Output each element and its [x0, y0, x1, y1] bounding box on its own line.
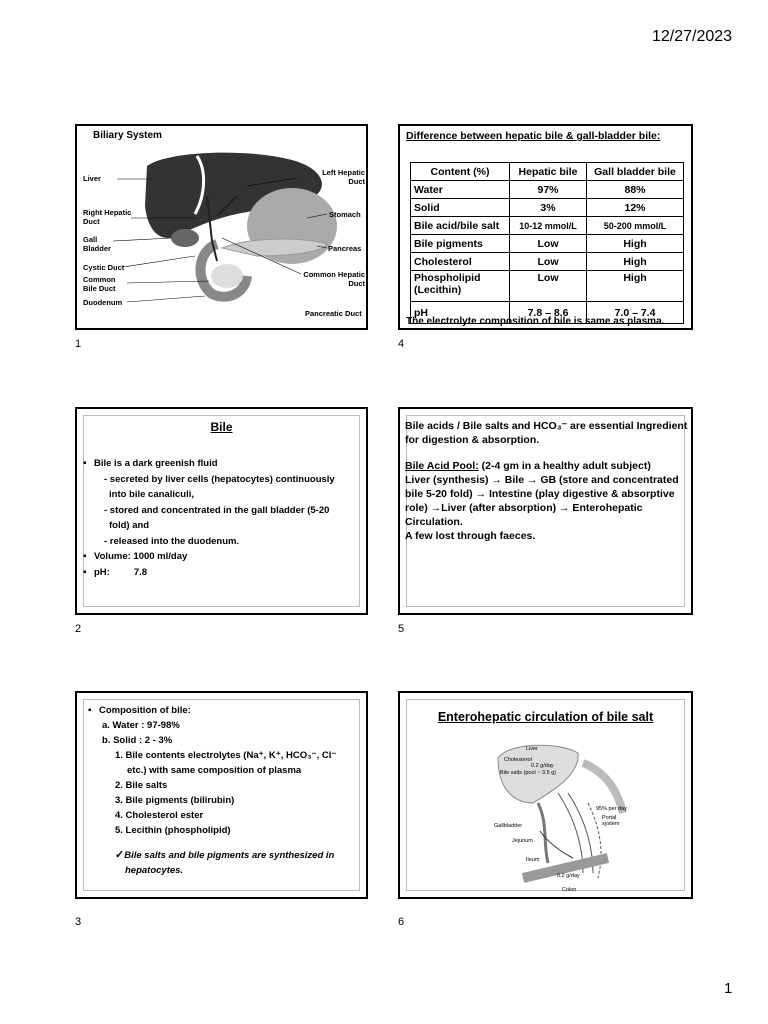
note-line: hepatocytes.	[125, 865, 184, 876]
body-line: Circulation.	[405, 516, 463, 528]
print-date: 12/27/2023	[652, 28, 733, 45]
label-stomach: Stomach	[329, 210, 361, 219]
table-header-row	[411, 163, 684, 181]
comparison-table	[410, 162, 684, 324]
body-line: 3. Bile pigments (bilirubin)	[115, 795, 235, 806]
table-row	[411, 253, 684, 271]
table-cell: pH	[411, 302, 510, 324]
bullet-text: ▪ Bile is a dark greenish fluid	[94, 456, 364, 472]
slide-5-bile-acid-pool	[398, 407, 693, 615]
note-text: Bile salts and bile pigments are synthesized in	[124, 850, 335, 861]
label-common-bile-duct: Common Bile Duct	[83, 275, 116, 293]
slide-4-footer: The electrolyte composition of bile is same as plasma.	[406, 316, 665, 327]
table-row	[411, 271, 684, 302]
slide-4-bile-comparison	[398, 124, 693, 330]
ph-value: 7.8	[133, 566, 148, 578]
checkmark-icon: ✓	[115, 849, 125, 861]
body-line: 1. Bile contents electrolytes (Na⁺, K⁺, HCO₃⁻, Cl⁻	[115, 750, 337, 761]
label-liver: Liver	[83, 174, 101, 183]
table-cell: Low	[510, 235, 587, 253]
label-left-hepatic-duct: Left Hepatic Duct	[322, 168, 365, 186]
table-cell: High	[587, 271, 684, 302]
body-line: - stored and concentrated in the gall bladder (5-20	[104, 504, 330, 516]
table-cell: 7.8 – 8.6	[510, 302, 587, 324]
table-cell: Solid	[411, 199, 510, 217]
bile-acid-pool-line	[405, 459, 693, 473]
label-bile-salt-pool: Bile salts (pool ~ 3.5 g)	[500, 770, 557, 776]
table-cell: Bile acid/bile salt	[411, 217, 510, 235]
slide-number-1: 1	[75, 338, 82, 350]
pool-label: Bile Acid Pool:	[405, 460, 479, 472]
slide-number-2: 2	[75, 623, 82, 635]
table-row	[411, 235, 684, 253]
body-line: 2. Bile salts	[115, 780, 168, 791]
table-cell: 10-12 mmol/L	[510, 217, 587, 235]
label-colon: Colon	[562, 887, 577, 893]
label-ileum: Ileum	[526, 857, 540, 863]
ph-label: pH:	[94, 566, 110, 578]
slide-2-body	[94, 456, 364, 580]
table-row	[411, 199, 684, 217]
slide-5-body	[405, 419, 693, 543]
slide-2-bile	[75, 407, 368, 615]
table-cell: High	[587, 253, 684, 271]
label-common-hepatic-duct: Common Hepatic Duct	[303, 270, 365, 288]
label-gram-per-day-1: 0.2 g/day	[531, 763, 554, 769]
slide-3-body	[99, 703, 365, 878]
label-jejunum: Jejunum	[512, 838, 533, 844]
table-cell: High	[587, 235, 684, 253]
label-gall-bladder: Gall Bladder	[83, 235, 111, 253]
label-pancreas: Pancreas	[328, 244, 362, 253]
table-cell: 3%	[510, 199, 587, 217]
body-line: fold) and	[109, 520, 150, 531]
page-number: 1	[724, 980, 733, 997]
table-cell: 7.0 – 7.4	[587, 302, 684, 324]
label-pancreatic-duct: Pancreatic Duct	[305, 309, 362, 318]
table-cell: 88%	[587, 181, 684, 199]
slide-4-title: Difference between hepatic bile & gall-bladder bile:	[406, 130, 661, 142]
bullet-text: ▪ Composition of bile:	[99, 703, 365, 718]
table-cell: Low	[510, 271, 587, 302]
table-cell: Phospholipid (Lecithin)	[411, 271, 510, 302]
table-cell: Cholesterol	[411, 253, 510, 271]
column-header: Gall bladder bile	[587, 163, 684, 181]
body-line: - secreted by liver cells (hepatocytes) continuously	[104, 473, 335, 485]
column-header: Hepatic bile	[510, 163, 587, 181]
bullet-text: ▪ Volume: 1000 ml/day	[94, 549, 364, 565]
table-cell: Water	[411, 181, 510, 199]
body-line: Liver (synthesis) → Bile → GB (store and concentrated	[405, 474, 679, 486]
body-line: for digestion & absorption.	[405, 434, 540, 446]
body-line: b. Solid : 2 - 3%	[102, 735, 173, 746]
slide-3-composition	[75, 691, 368, 899]
table-cell: 50-200 mmol/L	[587, 217, 684, 235]
label-cholesterol: Cholesterol	[504, 757, 532, 763]
label-cystic-duct: Cystic Duct	[83, 263, 125, 272]
body-line: into bile canaliculi,	[109, 489, 194, 500]
label-gram-per-day-2: 0.2 g/day	[557, 873, 580, 879]
slide-1-title: Biliary System	[93, 130, 162, 141]
body-line: bile 5-20 fold) → Intestine (play digestive & absorptive	[405, 488, 675, 500]
body-line: A few lost through faeces.	[405, 530, 536, 542]
label-portal-system: Portal system	[602, 815, 620, 827]
slide-1-biliary-system	[75, 124, 368, 330]
label-95-percent: 95% per day	[596, 806, 627, 812]
label-gallbladder: Gallbladder	[494, 823, 523, 829]
label-right-hepatic-duct: Right Hepatic Duct	[83, 208, 132, 226]
slide-number-5: 5	[398, 623, 405, 635]
note-line	[99, 848, 365, 863]
slide-6-enterohepatic	[398, 691, 693, 899]
body-line: - released into the duodenum.	[104, 535, 240, 547]
table-cell: 97%	[510, 181, 587, 199]
bullet-text	[94, 565, 364, 581]
table-row	[411, 217, 684, 235]
slide-2-title: Bile	[210, 420, 233, 434]
slide-number-3: 3	[75, 916, 82, 928]
body-line: etc.) with same composition of plasma	[127, 765, 302, 776]
column-header: Content (%)	[411, 163, 510, 181]
table-cell: Bile pigments	[411, 235, 510, 253]
slide-number-6: 6	[398, 916, 405, 928]
body-line: 4. Cholesterol ester	[115, 810, 204, 821]
table-cell: 12%	[587, 199, 684, 217]
body-line: 5. Lecithin (phospholipid)	[115, 825, 231, 836]
body-line: role) →Liver (after absorption) → Enterohepatic	[405, 502, 643, 514]
table-cell: Low	[510, 253, 587, 271]
body-line: a. Water : 97-98%	[102, 720, 180, 731]
pool-detail: (2-4 gm in a healthy adult subject)	[478, 460, 651, 472]
label-duodenum: Duodenum	[83, 298, 123, 307]
label-liver: Liver	[526, 746, 538, 752]
slide-6-title: Enterohepatic circulation of bile salt	[437, 710, 654, 724]
table-row	[411, 181, 684, 199]
slide-number-4: 4	[398, 338, 405, 350]
body-line: Bile acids / Bile salts and HCO₃⁻ are essential Ingredient	[405, 420, 688, 432]
